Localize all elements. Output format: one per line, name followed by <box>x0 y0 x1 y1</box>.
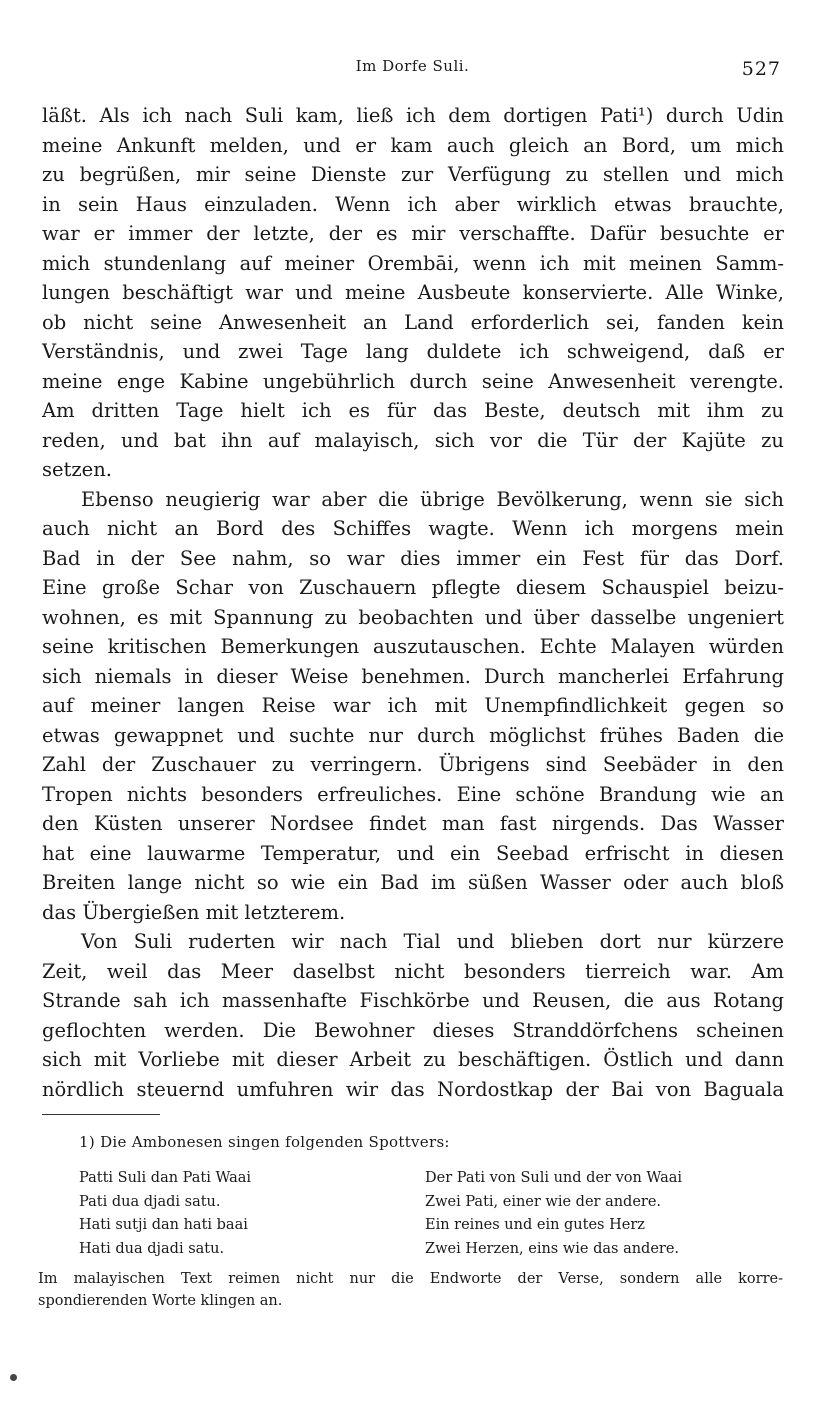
text-line: auf meiner langen Reise war ich mit Unempfindlichkeit gegen so <box>42 694 784 717</box>
text-line: sich mit Vorliebe mit dieser Arbeit zu beschäftigen. Östlich und dann <box>42 1048 784 1071</box>
footnote-line: spondierenden Worte klingen an. <box>38 1293 283 1309</box>
text-line: Am dritten Tage hielt ich es für das Beste, deutsch mit ihm zu <box>42 399 784 422</box>
text-line: läßt. Als ich nach Suli kam, ließ ich dem dortigen Pati¹) durch Udin <box>42 104 784 127</box>
footnote-note <box>38 1268 783 1312</box>
verse-malay <box>79 1167 399 1261</box>
text-line: den Küsten unserer Nordsee findet man fast nirgends. Das Wasser <box>42 812 784 835</box>
verse-german <box>425 1167 785 1261</box>
text-line: Ebenso neugierig war aber die übrige Bevölkerung, wenn sie sich <box>81 487 784 511</box>
text-line: sich niemals in dieser Weise benehmen. Durch mancherlei Erfahrung <box>42 664 784 688</box>
text-line: mich stundenlang auf meiner Orembāi, wenn ich mit meinen Samm- <box>42 251 784 275</box>
verse-line: Patti Suli dan Pati Waai <box>79 1170 252 1186</box>
text-line: setzen. <box>42 458 112 481</box>
footnote-divider <box>42 1114 160 1115</box>
text-line: zu begrüßen, mir seine Dienste zur Verfügung zu stellen und mich <box>42 163 784 186</box>
text-line: ob nicht seine Anwesenheit an Land erforderlich sei, fanden kein <box>42 310 784 334</box>
text-line: hat eine lauwarme Temperatur, und ein Seebad erfrischt in diesen <box>42 841 784 865</box>
body-text <box>42 101 784 1104</box>
text-line: wohnen, es mit Spannung zu beobachten und über dasselbe ungeniert <box>42 605 784 629</box>
verse-line: Ein reines und ein gutes Herz <box>425 1217 645 1233</box>
text-line: in sein Haus einzuladen. Wenn ich aber wirklich etwas brauchte, <box>42 192 784 216</box>
text-line: meine Ankunft melden, und er kam auch gleich an Bord, um mich <box>42 133 784 157</box>
text-line: war er immer der letzte, der es mir verschaffte. Dafür besuchte er <box>42 222 784 245</box>
text-line: seine kritischen Bemerkungen auszutauschen. Echte Malayen würden <box>42 635 784 658</box>
text-line: Eine große Schar von Zuschauern pflegte diesem Schauspiel beizu- <box>42 576 784 599</box>
footnote-intro: 1) Die Ambonesen singen folgenden Spottvers: <box>79 1133 450 1151</box>
footnote-line: Im malayischen Text reimen nicht nur die Endworte der Verse, sondern alle korre- <box>38 1271 783 1287</box>
text-line: Breiten lange nicht so wie ein Bad im süßen Wasser oder auch bloß <box>42 871 784 894</box>
text-line: nördlich steuernd umfuhren wir das Nordostkap der Bai von Baguala <box>42 1077 784 1101</box>
text-line: Zeit, weil das Meer daselbst nicht besonders tierreich war. Am <box>42 959 784 983</box>
text-line: meine enge Kabine ungebührlich durch seine Anwesenheit verengte. <box>42 369 784 393</box>
verse-line: Hati sutji dan hati baai <box>79 1217 248 1233</box>
text-line: Verständnis, und zwei Tage lang duldete ich schweigend, daß er <box>42 340 784 363</box>
text-line: Zahl der Zuschauer zu verringern. Übrigens sind Seebäder in den <box>42 753 784 776</box>
text-line: auch nicht an Bord des Schiffes wagte. Wenn ich morgens mein <box>42 517 784 540</box>
text-line: etwas gewappnet und suchte nur durch möglichst frühes Baden die <box>42 723 784 747</box>
verse-line: Zwei Herzen, eins wie das andere. <box>425 1240 680 1257</box>
text-line: Von Suli ruderten wir nach Tial und blieben dort nur kürzere <box>81 930 784 953</box>
verse-line: Pati dua djadi satu. <box>79 1193 221 1210</box>
text-line: Bad in der See nahm, so war dies immer ein Fest für das Dorf. <box>42 546 784 570</box>
text-line: Tropen nichts besonders erfreuliches. Eine schöne Brandung wie an <box>42 782 784 806</box>
text-line: das Übergießen mit letzterem. <box>42 900 346 924</box>
ink-speck <box>10 1374 17 1381</box>
text-line: reden, und bat ihn auf malayisch, sich vor die Tür der Kajüte zu <box>42 428 784 452</box>
verse-line: Zwei Pati, einer wie der andere. <box>425 1193 662 1210</box>
running-head: Im Dorfe Suli. <box>355 57 470 75</box>
verse-line: Der Pati von Suli und der von Waai <box>425 1170 683 1186</box>
verse-line: Hati dua djadi satu. <box>79 1240 225 1257</box>
page-number: 527 <box>741 58 781 80</box>
text-line: Strande sah ich massenhafte Fischkörbe und Reusen, die aus Rotang <box>42 989 784 1012</box>
text-line: geflochten werden. Die Bewohner dieses Stranddörfchens scheinen <box>42 1018 784 1042</box>
text-line: lungen beschäftigt war und meine Ausbeute konservierte. Alle Winke, <box>42 281 784 304</box>
